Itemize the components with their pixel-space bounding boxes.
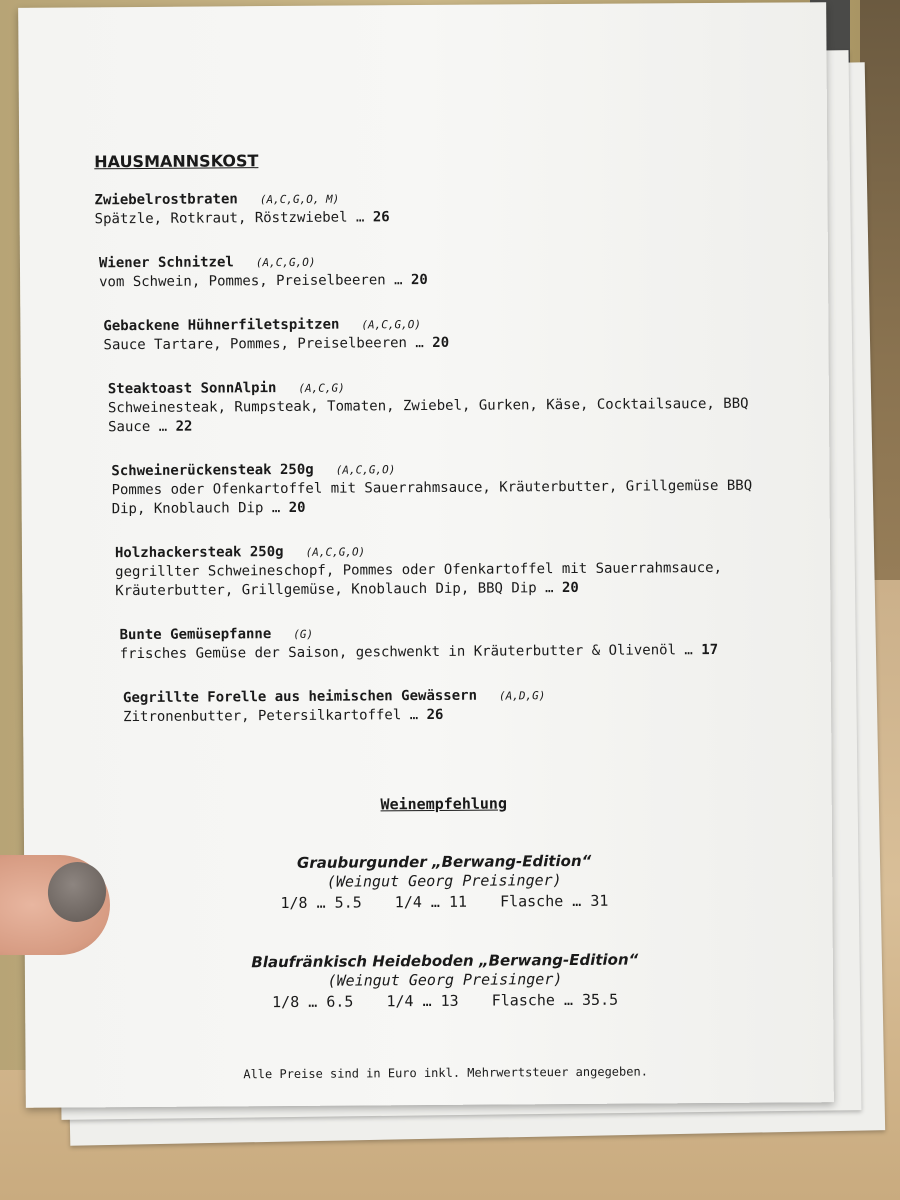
- winery: (Weingut Georg Preisinger): [326, 871, 562, 891]
- wine-prices: [100, 989, 790, 1013]
- menu-item: [99, 249, 785, 292]
- menu-content: [94, 147, 790, 1082]
- allergen-codes: (G): [293, 627, 314, 641]
- dish-price: 22: [175, 418, 193, 435]
- dish-name: Gegrillte Forelle aus heimischen Gewässern: [122, 687, 478, 707]
- dish-price: 20: [561, 579, 579, 597]
- price-bottle: Flasche … 35.5: [491, 990, 619, 1010]
- allergen-codes: (A,C,G,O): [305, 545, 366, 559]
- dish-description: vom Schwein, Pommes, Preiselbeeren …: [99, 272, 403, 291]
- allergen-codes: (A,C,G,O): [335, 463, 396, 477]
- dish-description: Sauce Tartare, Pommes, Preiselbeeren …: [103, 335, 424, 354]
- price-quarter: 1/4 … 13: [386, 991, 459, 1011]
- allergen-codes: (A,C,G,O): [255, 255, 316, 270]
- dish-price: 26: [372, 209, 390, 226]
- dish-name: Zwiebelrostbraten: [94, 191, 238, 209]
- price-eighth: 1/8 … 6.5: [272, 992, 354, 1012]
- menu-item: [115, 539, 787, 601]
- dish-price: 20: [410, 271, 428, 289]
- dish-description: Spätzle, Rotkraut, Röstzwiebel …: [94, 209, 365, 228]
- dish-name: Gebackene Hühnerfiletspitzen: [103, 316, 340, 335]
- allergen-codes: (A,C,G,O): [361, 318, 422, 332]
- dish-name: Holzhackersteak 250g: [114, 543, 284, 562]
- dish-description: frisches Gemüse der Saison, geschwenkt in Kräuterbutter & Olivenöl …: [119, 642, 693, 663]
- price-quarter: 1/4 … 11: [394, 892, 468, 912]
- menu-item: [119, 621, 787, 664]
- dish-description: Pommes oder Ofenkartoffel mit Sauerrahmsauce, Kräuterbutter, Grillgemüse BBQ Dip, Knoblauch Dip …: [111, 477, 753, 518]
- dish-price: 26: [426, 706, 444, 723]
- menu-item: [94, 186, 784, 229]
- dish-price: 20: [432, 334, 450, 351]
- allergen-codes: (A,C,G): [298, 381, 345, 395]
- dish-price: 17: [701, 641, 719, 659]
- dish-name: Bunte Gemüsepfanne: [119, 626, 272, 644]
- wine-recommendation: [99, 850, 789, 914]
- dish-name: Steaktoast SonnAlpin: [107, 380, 277, 398]
- winery: (Weingut Georg Preisinger): [327, 970, 563, 990]
- dish-price: 20: [288, 499, 306, 516]
- dish-name: Wiener Schnitzel: [98, 254, 234, 272]
- wine-name: Blaufränkisch Heideboden „Berwang-Edition“: [251, 950, 639, 972]
- dish-description: Schweinesteak, Rumpsteak, Tomaten, Zwiebel, Gurken, Käse, Cocktailsauce, BBQ Sauce …: [107, 395, 749, 436]
- wine-section-title: Weinempfehlung: [380, 794, 508, 814]
- wine-name: Grauburgunder „Berwang-Edition“: [296, 851, 592, 872]
- allergen-codes: (A,C,G,O, M): [259, 192, 340, 207]
- menu-item: [108, 375, 786, 437]
- menu-item: [111, 457, 786, 519]
- dish-description: Zitronenbutter, Petersilkartoffel …: [123, 707, 419, 726]
- allergen-codes: (A,D,G): [498, 689, 546, 703]
- wine-prices: [99, 890, 789, 914]
- section-title: HAUSMANNSKOST: [94, 151, 259, 172]
- price-footnote: Alle Preise sind in Euro inkl. Mehrwertsteuer angegeben.: [243, 1064, 648, 1082]
- menu-item: [123, 684, 788, 727]
- dish-description: gegrillter Schweineschopf, Pommes oder Ofenkartoffel mit Sauerrahmsauce, Kräuterbutter, Grillgemüse, Knoblauch Dip, BBQ Dip …: [115, 559, 723, 600]
- dish-name: Schweinerückensteak 250g: [111, 461, 314, 480]
- menu-item: [103, 312, 785, 355]
- wine-recommendation: [100, 949, 790, 1013]
- price-bottle: Flasche … 31: [499, 891, 609, 911]
- menu-page: [18, 2, 834, 1108]
- price-eighth: 1/8 … 5.5: [280, 893, 362, 913]
